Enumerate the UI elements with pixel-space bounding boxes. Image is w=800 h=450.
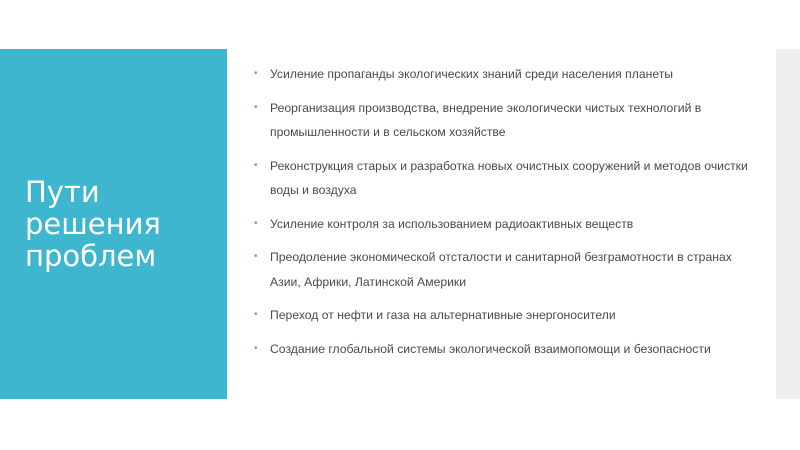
bullet-icon: • xyxy=(254,68,258,79)
list-item-text: Реконструкция старых и разработка новых очистных сооружений и методов очистки воды и воздуха xyxy=(270,158,748,197)
list-item xyxy=(252,303,752,328)
side-strip xyxy=(776,49,800,399)
bullet-icon: • xyxy=(254,159,258,171)
slide-title: Пути решения проблем xyxy=(25,175,161,273)
list-item xyxy=(252,96,752,145)
bullet-icon: • xyxy=(254,309,258,320)
list-item xyxy=(252,212,752,237)
list-item-text: Усиление пропаганды экологических знаний среди населения планеты xyxy=(270,67,674,81)
list-item-text: Переход от нефти и газа на альтернативные энергоносители xyxy=(270,308,616,322)
list-item xyxy=(252,62,752,87)
list-item-text: Усиление контроля за использованием радиоактивных веществ xyxy=(270,216,634,231)
list-item xyxy=(252,154,752,203)
bullet-icon: • xyxy=(254,101,258,113)
bullet-icon: • xyxy=(254,251,258,262)
bullet-list xyxy=(252,62,752,370)
list-item-text: Преодоление экономической отсталости и санитарной безграмотности в странах Азии, Африки, Латинской Америки xyxy=(270,250,732,289)
bullet-icon: • xyxy=(254,342,258,354)
list-item xyxy=(252,245,752,294)
bullet-icon: • xyxy=(254,217,258,229)
list-item-text: Создание глобальной системы экологической взаимопомощи и безопасности xyxy=(270,341,711,356)
list-item-text: Реорганизация производства, внедрение экологически чистых технологий в промышленности и в сельском хозяйстве xyxy=(270,100,702,139)
list-item xyxy=(252,337,752,362)
